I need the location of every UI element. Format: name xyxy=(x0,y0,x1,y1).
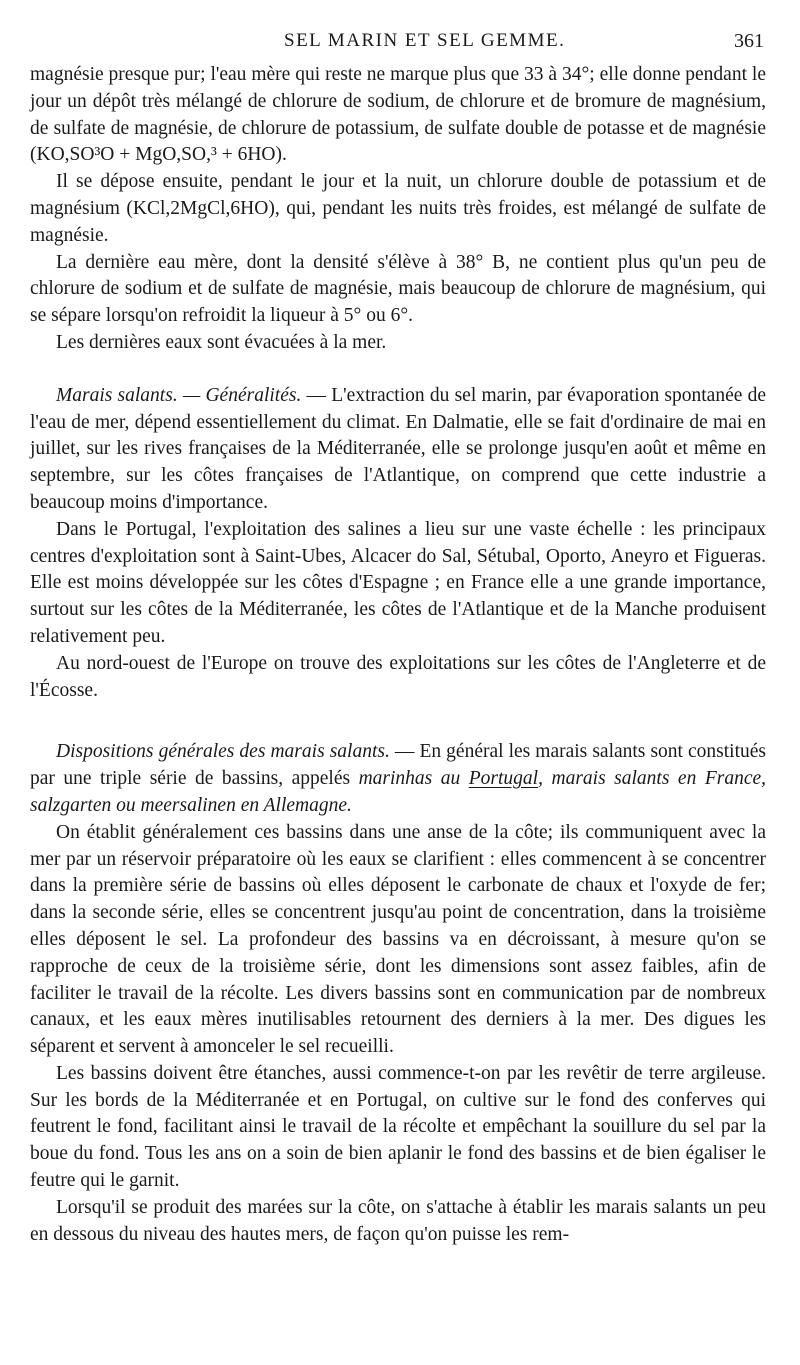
section-heading-generalites: Marais salants. — Généralités. xyxy=(56,384,302,406)
paragraph-basins-layout: On établit généralement ces bassins dans une anse de la côte; ils communiquent avec la mer par un réservoir préparatoire où les eaux se clarifient : elles commencent à se concentrer dans la première série de bassins où elles déposent le carbonate de chaux et l'oxyde de fer; dans la seconde série, elles se concentrent jusqu'au point de concentration, dans la troisième elles déposent le sel. La profondeur des bassins va en décroissant, à mesure qu'on se rapproche de ceux de la troisième série, dont les dimensions sont assez faibles, afin de faciliter le travail de la récolte. Les divers bassins sont en communication par de nombreux canaux, et les eaux mères inutilisables retournent des derniers à la mer. Des digues les séparent et servent à amonceler le sel recueilli. xyxy=(30,821,766,1058)
paragraph-text: — L'extraction du sel marin, par évaporation spontanée de l'eau de mer, dépend essentiellement du climat. En Dalmatie, elle se fait d'ordinaire de mai en juillet, sur les rives françaises de la Méditerranée, elle se prolonge jusqu'en août et même en septembre, sur les côtes françaises de l'Atlantique, on comprend que cette industrie a beaucoup moins d'importance. xyxy=(30,384,766,513)
italic-term: marinhas au xyxy=(358,768,469,790)
section-heading-dispositions: Dispositions générales des marais salants. xyxy=(56,741,390,763)
paragraph-portugal: Dans le Portugal, l'exploitation des salines a lieu sur une vaste échelle : les principaux centres d'exploitation sont à Saint-Ubes, Alcacer do Sal, Sétubal, Oporto, Aneyro et Figueras. Elle est moins développée sur les côtes d'Espagne ; en France elle a une grande importance, surtout sur les côtes de la Méditerranée, les côtes de l'Atlantique et de la Manche produisent relativement peu. xyxy=(30,518,766,647)
paragraph-double-chloride: Il se dépose ensuite, pendant le jour et la nuit, un chlorure double de potassium et de magnésium (KCl,2MgCl,6HO), qui, pendant les nuits très froides, est mélangé de sulfate de magnésie. xyxy=(30,171,766,246)
running-title: SEL MARIN ET SEL GEMME. xyxy=(284,30,566,51)
page-number: 361 xyxy=(734,30,764,52)
paragraph-dispositions xyxy=(30,739,766,819)
paragraph-basins-sealing: Les bassins doivent être étanches, aussi commence-t-on par les revêtir de terre argileuse. Sur les bords de la Méditerranée et en Portugal, on cultive sur le fond des conferves qui feutrent le fond, facilitant ainsi le travail de la récolte et empêchant la souillure du sel par la boue du fond. Tous les ans on a soin de bien aplanir le fond des bassins et de bien égaliser le feutre qui le garnit. xyxy=(30,1062,766,1192)
paragraph-evacuation: Les dernières eaux sont évacuées à la mer. xyxy=(56,331,387,353)
page-body xyxy=(30,62,766,1248)
underlined-term: Portugal xyxy=(468,768,539,790)
paragraph-text: — En général les marais salants sont constitués par une triple série de bassins, appelés xyxy=(30,741,766,790)
paragraph-northwest-europe: Au nord-ouest de l'Europe on trouve des exploitations sur les côtes de l'Angleterre et de l'Écosse. xyxy=(30,652,766,701)
paragraph-last-mother-water: La dernière eau mère, dont la densité s'élève à 38° B, ne contient plus qu'un peu de chlorure de sodium et de sulfate de magnésie, mais beaucoup de chlorure de magnésium, qui se sépare lorsqu'on refroidit la liqueur à 5° ou 6°. xyxy=(30,251,766,327)
paragraph-marais-salants xyxy=(30,383,766,517)
page-header xyxy=(0,30,800,58)
paragraph-continuation: magnésie presque pur; l'eau mère qui reste ne marque plus que 33 à 34°; elle donne pendant le jour un dépôt très mélangé de chlorure de sodium, de chlorure et de bromure de magnésium, de sulfate de magnésie, de chlorure de potassium, de sulfate double de potasse et de magnésie (KO,SO³O + MgO,SO,³ + 6HO). xyxy=(30,64,766,166)
italic-term: , marais salants en France, salzgarten ou meersalinen en Allemagne. xyxy=(30,768,767,816)
paragraph-tides: Lorsqu'il se produit des marées sur la côte, on s'attache à établir les marais salants un peu en dessous du niveau des hautes mers, de façon qu'on puisse les rem- xyxy=(30,1196,766,1245)
